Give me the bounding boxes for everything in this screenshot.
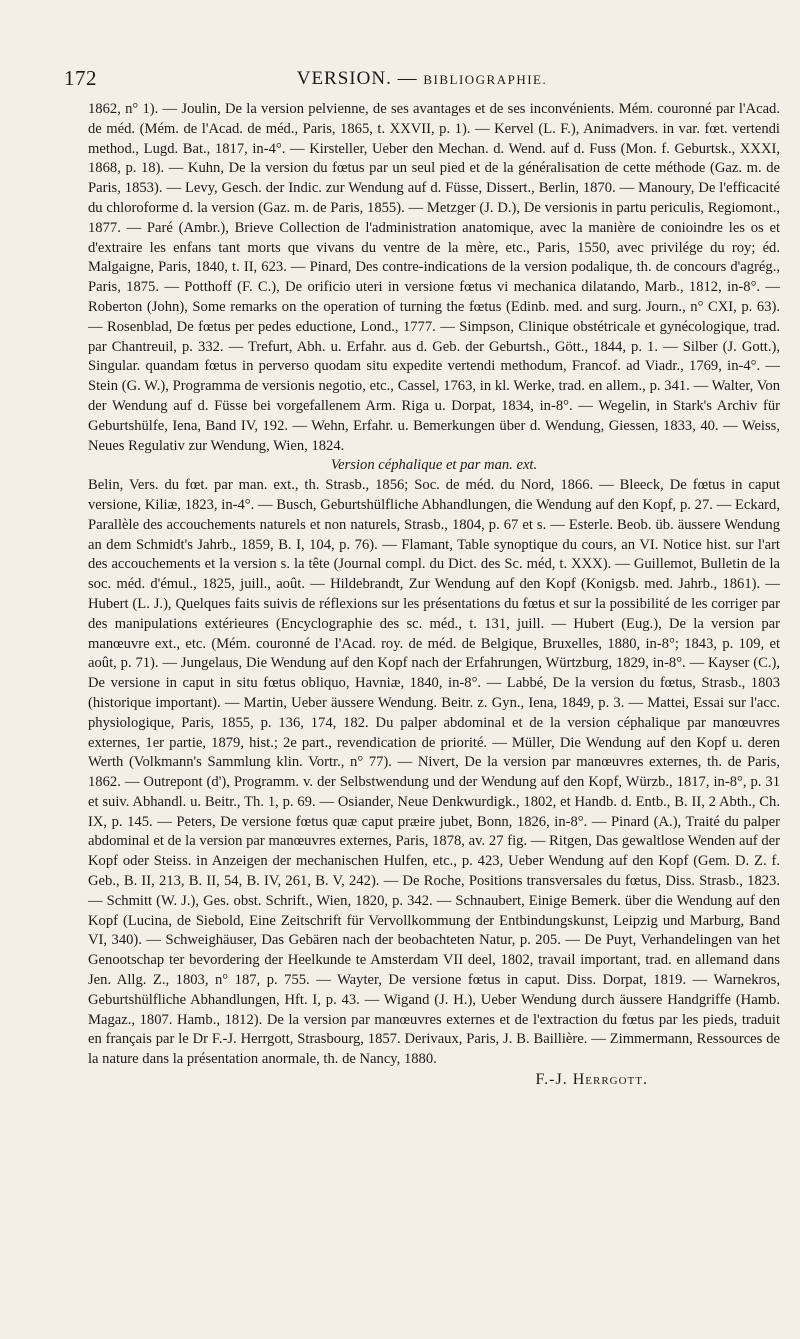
bibliography-paragraph-2: Belin, Vers. du fœt. par man. ext., th. Strasb., 1856; Soc. de méd. du Nord, 1866. — Bleeck, De fœtus in caput versione, Kiliæ, 1823, in-4°. — Busch, Geburtshülfliche Abhandlungen, die Wendung auf den Kopf, p. 27. — Eckard, Parallèle des accouchements naturels et non naturels, Strasb., 1804, p. 67 et s. — Esterle. Beob. üb. äussere Wendung an dem Schmidt's Jahrb., 1859, B. I, 104, p. 76). — Flamant, Table synoptique du cours, an VI. Notice hist. sur l'art des accouchements et la version s. la tête (Journal compl. du Dict. des Sc. méd, t. XXX). — Guillemot, Bulletin de la soc. méd. d'émul., 1825, juill., août. — Hildebrandt, Zur Wendung auf den Kopf (Konigsb. med. Jahrb., 1861). — Hubert (L. J.), Quelques faits suivis de réflexions sur les présentations du fœtus et sur la possibilité de les corriger par des manipulations extérieures (Encyclographie des sc. méd., t. 131, juill. — Hubert (Eug.), De la version par manœuvre ext., etc. (Mém. couronné de l'Acad. roy. de méd. de Belgique, Bruxelles, 1880, in-8°; 1843, p. 109, et août, p. 71). — Jungelaus, Die Wendung auf den Kopf nach der Erfahrungen, Würtzburg, 1829, in-8°. — Kayser (C.), De versione in caput in situ fœtus obliquo, Havniæ, 1840, in-8°. — Labbé, De la version du fœtus, Strasb., 1803 (historique important). — Martin, Ueber äussere Wendung. Beitr. z. Gyn., Iena, 1849, p. 3. — Mattei, Essai sur l'acc. physiologique, Paris, 1855, p. 136, 174, 182. Du palper abdominal et de la version céphalique par manœuvres externes, 1er partie, 1879, hist.; 2e part., revendication de priorité. — Müller, Die Wendung auf den Kopf u. deren Werth (Volkmann's Sammlung klin. Vortr., n° 77). — Nivert, De la version par manœuvres externes, th. de Paris, 1862. — Outrepont (d'), Programm. v. der Selbstwendung und der Wendung auf den Kopf, Würzb., 1817, in-8°, p. 31 et suiv. Abhandl. u. Beitr., Th. 1, p. 69. — Osiander, Neue Denkwurdigk., 1802, et Handb. d. Entb., B. II, 2 Abth., Ch. IX, p. 145. — Peters, De versione fœtus quæ caput præire jubet, Bonn, 1826, in-8°. — Pinard (A.), Traité du palper abdominal et de la version par manœuvres externes, Paris, 1878, av. 27 fig. — Ritgen, Das gewaltlose Wenden auf der Kopf oder Steiss. in Anzeigen der mechanischen Hulfen, etc., p. 423, Ueber Wendung auf den Kopf (Gem. D. Z. f. Geb., B. II, 213, B. II, 54, B. IV, 261, B. V, 242). — De Roche, Positions transversales du fœtus, Diss. Strasb., 1823. — Schmitt (W. J.), Ges. obst. Schrift., Wien, 1820, p. 342. — Schnaubert, Einige Bemerk. über die Wendung auf den Kopf (Lucina, de Siebold, Eine Zeitschrift für Vervollkommung der Entbindungskunst, Leipzig und Marburg, Band VI, 340). — Schweighäuser, Das Gebären nach der beobachteten Natur, p. 205. — De Puyt, Verhandelingen van het Genootschap ter bevordering der Heelkunde te Amsterdam VII deel, 1802, travail important, trad. en allemand dans Jen. Allg. Z., 1803, n° 187, p. 755. — Wayter, De versione fœtus in caput. Diss. Dorpat, 1819. — Warnekros, Geburtshülfliche Abhandlungen, Hft. I, p. 43. — Wigand (J. H.), Ueber Wendung durch äussere Handgriffe (Hamb. Magaz., 1807. Hamb., 1812). De la version par manœuvres externes et de l'extraction du fœtus par les pieds, traduit en français par le Dr F.-J. Herrgott, Strasbourg, 1857. Derivaux, Paris, J. B. Baillière. — Zimmermann, Ressources de la nature dans la présentation anormale, th. de Nancy, 1880. <box>88 477 780 1068</box>
running-title <box>64 68 780 90</box>
bibliography-paragraph-1: 1862, n° 1). — Joulin, De la version pelvienne, de ses avantages et de ses inconvénients. Mém. couronné par l'Acad. de méd. (Mém. de l'Acad. de méd., Paris, 1865, t. XXVII, p. 1). — Kervel (L. F.), Animadvers. in var. fœt. vertendi method., Lugd. Bat., 1817, in-4°. — Kirsteller, Ueber den Mechan. d. Wend. auf d. Fuss (Mon. f. Geburtsk., XXXI, 1868, p. 18). — Kuhn, De la version du fœtus par un seul pied et de la généralisation de cette méthode (Gaz. m. de Paris, 1853). — Levy, Gesch. der Indic. zur Wendung auf d. Füsse, Dissert., Berlin, 1870. — Manoury, De l'efficacité du chloroforme d. la version (Gaz. m. de Paris, 1855). — Metzger (J. D.), De versionis in partu periculis, Regiomont., 1877. — Paré (Ambr.), Brieve Collection de l'administration anatomique, avec la manière de conioindre les os et d'extraire les enfans tant morts que vivans du ventre de la mère, etc., Paris, 1550, avec privilége du roy; éd. Malgaigne, Paris, 1840, t. II, 623. — Pinard, Des contre-indications de la version podalique, th. de concours d'agrég., Paris, 1875. — Potthoff (F. C.), De orificio uteri in versione fœtus vi mechanica dilatando, Marb., 1812, in-8°. — Roberton (John), Some remarks on the operation of turning the fœtus (Edinb. med. and surg. Journ., n° CXI, p. 63). — Rosenblad, De fœtus per pedes eductione, Lond., 1777. — Simpson, Clinique obstétricale et gynécologique, trad. par Chantreuil, p. 332. — Trefurt, Abh. u. Erfahr. aus d. Geb. der Geburtsh., Gött., 1844, p. 1. — Silber (J. Gott.), Singular. quandam fœtus in perverso quodam situ expedite vertendi methodum, Francof. ad Viadr., 1769, in-4°. — Stein (G. W.), Programma de versionis negotio, etc., Cassel, 1763, in kl. Werke, trad. en allem., p. 341. — Walter, Von der Wendung auf d. Füsse bei vorgefallenem Arm. Riga u. Dorpat, 1834, in-8°. — Wegelin, in Stark's Archiv für Geburtshülfe, Iena, Band IV, 192. — Wehn, Erfahr. u. Bemerkungen über d. Wendung, Giessen, 1833, 40. — Weiss, Neues Regulativ zur Wendung, Wien, 1824. <box>88 101 780 454</box>
running-title-sub: BIBLIOGRAPHIE. <box>423 72 548 87</box>
author-signature: F.-J. Herrgott. <box>535 1071 648 1089</box>
running-header <box>64 64 780 94</box>
running-title-separator: — <box>397 68 418 89</box>
page-number: 172 <box>64 66 97 90</box>
bibliography-text <box>88 100 780 1090</box>
running-title-main: VERSION. <box>296 68 392 89</box>
section-title: Version céphalique et par man. ext. <box>330 457 538 474</box>
